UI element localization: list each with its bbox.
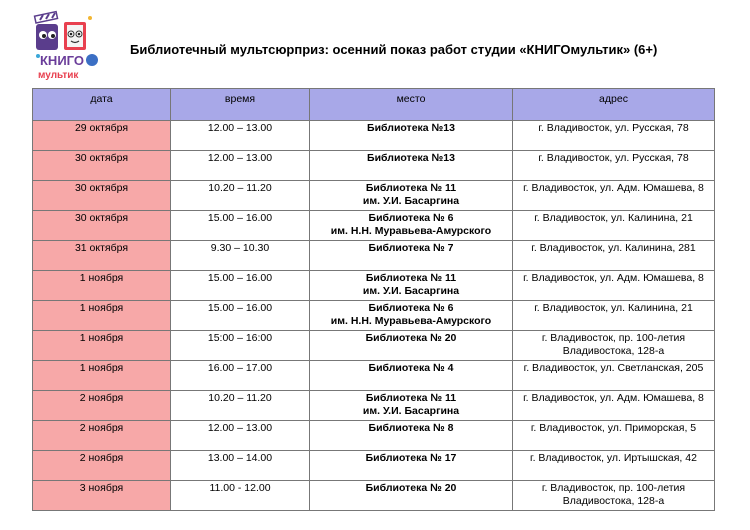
table-row [33,391,715,421]
address-cell: г. Владивосток, ул. Адм. Юмашева, 8 [513,391,715,421]
date-cell: 30 октября [33,211,171,241]
column-header-place: место [310,89,513,121]
logo-text-top: КНИГО [40,53,84,68]
place-cell: Библиотека № 11 им. У.И. Басаргина [310,391,513,421]
address-cell: г. Владивосток, ул. Калинина, 281 [513,241,715,271]
time-cell: 12.00 – 13.00 [171,151,310,181]
schedule-table [32,88,715,511]
studio-logo [30,8,102,80]
time-cell: 16.00 – 17.00 [171,361,310,391]
address-cell: г. Владивосток, пр. 100-летия Владивостока, 128-а [513,481,715,511]
table-row [33,421,715,451]
place-cell: Библиотека №13 [310,151,513,181]
address-cell: г. Владивосток, ул. Адм. Юмашева, 8 [513,271,715,301]
table-row [33,241,715,271]
column-header-address: адрес [513,89,715,121]
place-cell: Библиотека № 8 [310,421,513,451]
place-cell: Библиотека № 11 им. У.И. Басаргина [310,181,513,211]
page-title: Библиотечный мультсюрприз: осенний показ работ студии «КНИГОмультик» (6+) [130,42,658,57]
date-cell: 1 ноября [33,301,171,331]
time-cell: 15:00 – 16:00 [171,331,310,361]
table-header-row [33,89,715,121]
date-cell: 1 ноября [33,361,171,391]
table-row [33,181,715,211]
date-cell: 29 октября [33,121,171,151]
place-cell: Библиотека № 20 [310,481,513,511]
address-cell: г. Владивосток, ул. Иртышская, 42 [513,451,715,481]
place-cell: Библиотека № 6 им. Н.Н. Муравьева-Амурского [310,301,513,331]
address-cell: г. Владивосток, ул. Калинина, 21 [513,211,715,241]
time-cell: 10.20 – 11.20 [171,181,310,211]
date-cell: 30 октября [33,181,171,211]
table-row [33,211,715,241]
time-cell: 15.00 – 16.00 [171,301,310,331]
place-cell: Библиотека № 17 [310,451,513,481]
table-row [33,271,715,301]
table-row [33,121,715,151]
address-cell: г. Владивосток, ул. Русская, 78 [513,121,715,151]
table-row [33,151,715,181]
address-cell: г. Владивосток, ул. Приморская, 5 [513,421,715,451]
date-cell: 2 ноября [33,421,171,451]
table-row [33,301,715,331]
table-row [33,451,715,481]
date-cell: 2 ноября [33,451,171,481]
address-cell: г. Владивосток, ул. Калинина, 21 [513,301,715,331]
place-cell: Библиотека № 7 [310,241,513,271]
date-cell: 3 ноября [33,481,171,511]
place-cell: Библиотека №13 [310,121,513,151]
time-cell: 13.00 – 14.00 [171,451,310,481]
time-cell: 12.00 – 13.00 [171,421,310,451]
date-cell: 1 ноября [33,331,171,361]
place-cell: Библиотека № 4 [310,361,513,391]
table-row [33,481,715,511]
date-cell: 2 ноября [33,391,171,421]
address-cell: г. Владивосток, ул. Светланская, 205 [513,361,715,391]
time-cell: 10.20 – 11.20 [171,391,310,421]
date-cell: 30 октября [33,151,171,181]
address-cell: г. Владивосток, ул. Русская, 78 [513,151,715,181]
time-cell: 12.00 – 13.00 [171,121,310,151]
table-row [33,361,715,391]
date-cell: 31 октября [33,241,171,271]
time-cell: 15.00 – 16.00 [171,211,310,241]
time-cell: 15.00 – 16.00 [171,271,310,301]
time-cell: 9.30 – 10.30 [171,241,310,271]
column-header-date: дата [33,89,171,121]
time-cell: 11.00 - 12.00 [171,481,310,511]
column-header-time: время [171,89,310,121]
date-cell: 1 ноября [33,271,171,301]
place-cell: Библиотека № 11 им. У.И. Басаргина [310,271,513,301]
place-cell: Библиотека № 20 [310,331,513,361]
place-cell: Библиотека № 6 им. Н.Н. Муравьева-Амурского [310,211,513,241]
address-cell: г. Владивосток, пр. 100-летия Владивостока, 128-а [513,331,715,361]
table-row [33,331,715,361]
address-cell: г. Владивосток, ул. Адм. Юмашева, 8 [513,181,715,211]
logo-text-bottom: мультик [38,70,79,80]
